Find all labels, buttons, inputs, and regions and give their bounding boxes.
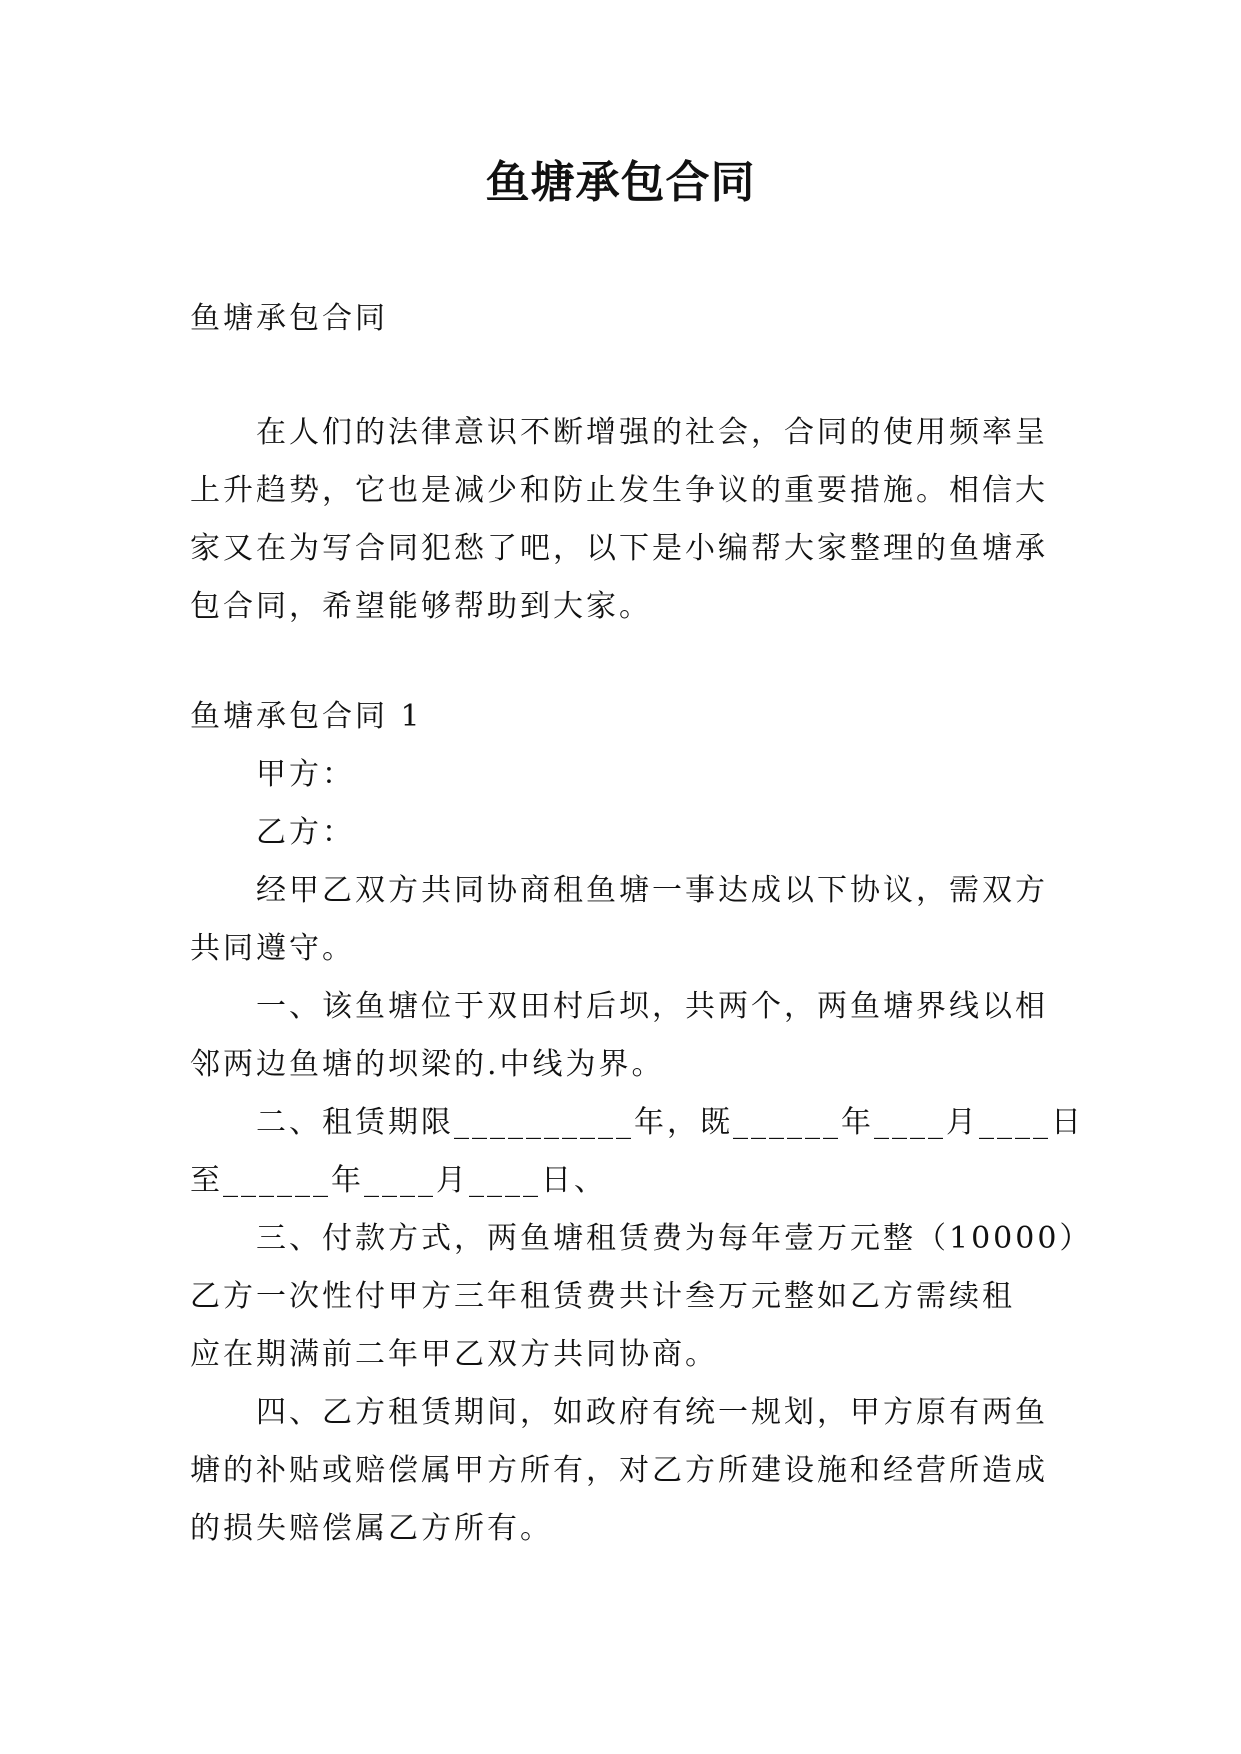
agreement-paragraph xyxy=(190,862,1060,978)
party-a-label: 甲方： xyxy=(256,757,355,792)
clause-2-line-2: 至______年____月____日、 xyxy=(190,1163,607,1198)
clause-3-line-1: 三、付款方式，两鱼塘租赁费为每年壹万元整（10000） xyxy=(256,1221,1093,1256)
clause-4-line-1: 四、乙方租赁期间，如政府有统一规划，甲方原有两鱼 xyxy=(256,1395,1048,1430)
section-heading: 鱼塘承包合同 1 xyxy=(190,699,423,734)
intro-line-3: 家又在为写合同犯愁了吧，以下是小编帮大家整理的鱼塘承 xyxy=(190,531,1048,566)
agreement-line-1: 经甲乙双方共同协商租鱼塘一事达成以下协议，需双方 xyxy=(256,873,1048,908)
clause-4-line-2: 塘的补贴或赔偿属甲方所有，对乙方所建设施和经营所造成 xyxy=(190,1453,1048,1488)
intro-paragraph xyxy=(190,404,1060,636)
clause-2-paragraph xyxy=(190,1094,1084,1210)
clause-2-line-1: 二、租赁期限__________年，既______年____月____日 xyxy=(256,1105,1084,1140)
clause-4-paragraph xyxy=(190,1384,1060,1558)
party-b-label: 乙方： xyxy=(256,815,355,850)
clause-3-line-3: 应在期满前二年甲乙双方共同协商。 xyxy=(190,1337,718,1372)
clause-3-paragraph xyxy=(190,1210,1093,1384)
clause-1-line-1: 一、该鱼塘位于双田村后坝，共两个，两鱼塘界线以相 xyxy=(256,989,1048,1024)
document-subtitle: 鱼塘承包合同 xyxy=(190,301,388,336)
agreement-line-2: 共同遵守。 xyxy=(190,931,355,966)
clause-1-line-2: 邻两边鱼塘的坝梁的.中线为界。 xyxy=(190,1047,665,1082)
clause-3-line-2: 乙方一次性付甲方三年租赁费共计叁万元整如乙方需续租 xyxy=(190,1279,1015,1314)
intro-line-1: 在人们的法律意识不断增强的社会，合同的使用频率呈 xyxy=(256,415,1048,450)
intro-line-2: 上升趋势，它也是减少和防止发生争议的重要措施。相信大 xyxy=(190,473,1048,508)
clause-1-paragraph xyxy=(190,978,1060,1094)
document-body xyxy=(190,290,1093,1558)
intro-line-4: 包合同，希望能够帮助到大家。 xyxy=(190,589,652,624)
document-title: 鱼塘承包合同 xyxy=(485,157,756,208)
clause-4-line-3: 的损失赔偿属乙方所有。 xyxy=(190,1511,553,1546)
